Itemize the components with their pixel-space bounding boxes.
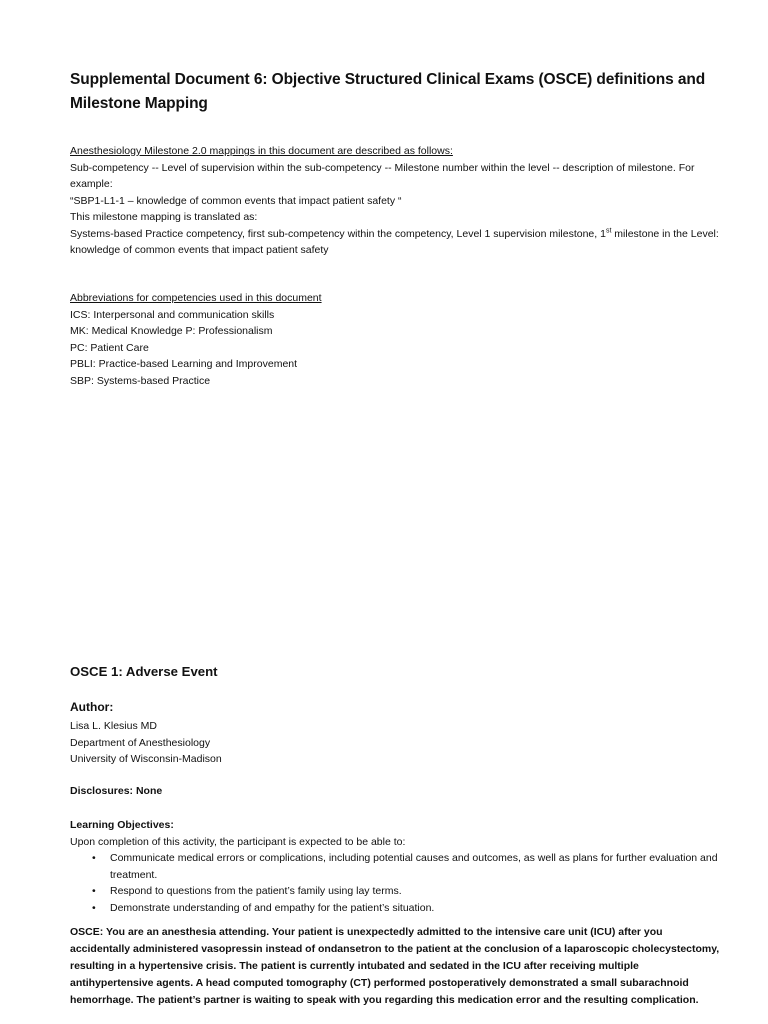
- bullet-icon: •: [92, 852, 96, 864]
- abbreviation-item: ICS: Interpersonal and communication skills: [70, 308, 275, 321]
- author-department: Department of Anesthesiology: [70, 736, 211, 749]
- bullet-icon: •: [92, 885, 96, 897]
- abbreviation-item: PBLI: Practice-based Learning and Improvement: [70, 358, 298, 370]
- list-item: [70, 900, 720, 917]
- bullet-icon: •: [92, 901, 96, 914]
- abbreviation-item: MK: Medical Knowledge P: Professionalism: [70, 325, 273, 337]
- abbreviations-heading: Abbreviations for competencies used in this document: [70, 292, 322, 304]
- objectives-list: [70, 850, 720, 916]
- mapping-description: Sub-competency -- Level of supervision within the sub-competency -- Milestone number within the level -- description of milestone. For example:: [70, 161, 695, 190]
- author-institution: University of Wisconsin-Madison: [70, 753, 222, 765]
- objective-text: Respond to questions from the patient’s family using lay terms.: [110, 885, 402, 897]
- objective-text: Communicate medical errors or complications, including potential causes and outcomes, as well as plans for further evaluation and treatment.: [110, 852, 718, 881]
- objectives-label: Learning Objectives:: [70, 819, 174, 831]
- author-details: [70, 718, 720, 768]
- author-label: Author:: [70, 700, 114, 714]
- abbreviation-item: SBP: Systems-based Practice: [70, 374, 211, 387]
- author-name: Lisa L. Klesius MD: [70, 720, 157, 732]
- mapping-explanation-sup: st: [605, 227, 612, 234]
- learning-objectives-section: [70, 817, 720, 916]
- mapping-translated-label: This milestone mapping is translated as:: [70, 211, 258, 223]
- osce-scenario: OSCE: You are an anesthesia attending. Your patient is unexpectedly admitted to the intensive care unit (ICU) after you accidentally administered vasopressin instead of ondansetron to the patient at the conclusion of a laparoscopic cholecystectomy, resulting in a hypertensive crisis. The patient is currently intubated and sedated in the ICU after receiving multiple antihypertensive agents. A head computed tomography (CT) performed postoperatively demonstrated a small subarachnoid hemorrhage. The patient’s partner is waiting to speak with you regarding this medication error and the resulting complication.: [70, 926, 720, 1006]
- mapping-explanation-pre: Systems-based Practice competency, first sub-competency within the competency, Level 1 supervision milestone, 1: [70, 227, 606, 240]
- objective-text: Demonstrate understanding of and empathy for the patient’s situation.: [110, 901, 435, 914]
- document-title: Supplemental Document 6: Objective Structured Clinical Exams (OSCE) definitions and Milestone Mapping: [70, 71, 706, 112]
- mapping-heading: Anesthesiology Milestone 2.0 mappings in this document are described as follows:: [70, 145, 453, 157]
- abbreviations-section: [70, 290, 720, 389]
- osce1-heading: OSCE 1: Adverse Event: [70, 664, 218, 679]
- mapping-example: “SBP1-L1-1 – knowledge of common events that impact patient safety “: [70, 194, 402, 207]
- objectives-intro: Upon completion of this activity, the participant is expected to be able to:: [70, 835, 406, 848]
- abbreviation-item: PC: Patient Care: [70, 341, 149, 354]
- mapping-section: [70, 143, 720, 259]
- list-item: [70, 850, 720, 883]
- mapping-explanation-post: milestone in the Level: knowledge of common events that impact patient safety: [70, 227, 719, 256]
- disclosures: Disclosures: None: [70, 785, 163, 797]
- list-item: [70, 883, 720, 900]
- mapping-explanation: [70, 226, 720, 259]
